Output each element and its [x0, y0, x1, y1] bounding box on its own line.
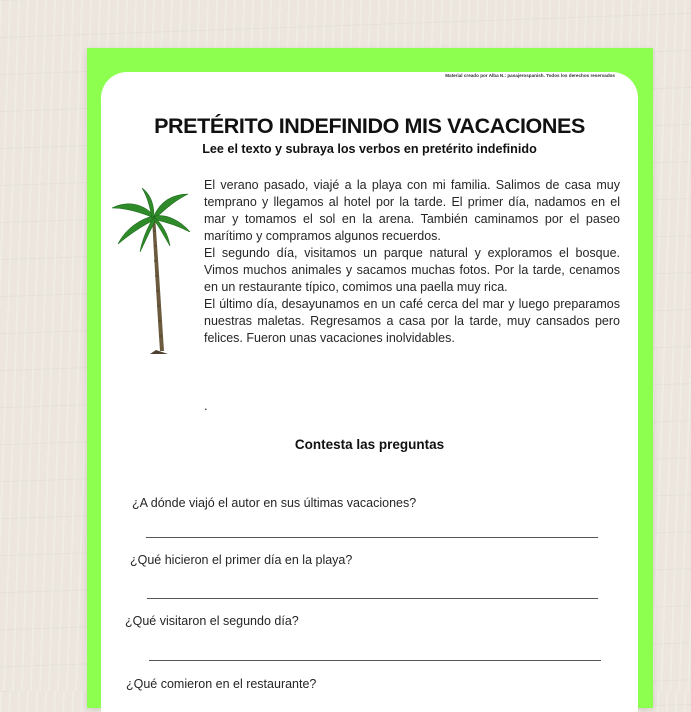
- stray-dot: .: [204, 398, 208, 413]
- answer-line-1[interactable]: [146, 537, 598, 538]
- question-3: ¿Qué visitaron el segundo día?: [125, 614, 299, 628]
- passage-paragraph-2: El segundo día, visitamos un parque natural y exploramos el bosque. Vimos muchos animales y sacamos muchas fotos. Por la tarde, cenamos en un restaurante típico, comimos una paella muy rica.: [204, 246, 620, 294]
- answer-line-2[interactable]: [147, 598, 598, 599]
- question-2: ¿Qué hicieron el primer día en la playa?: [130, 553, 353, 567]
- passage-paragraph-3: El último día, desayunamos en un café cerca del mar y luego preparamos nuestras maletas. Regresamos a casa por la tarde, muy cansados pero felices. Fueron unas vacaciones inolvidables.: [204, 297, 620, 345]
- answer-line-3[interactable]: [149, 660, 601, 661]
- passage-paragraph-1: El verano pasado, viajé a la playa con mi familia. Salimos de casa muy temprano y llegamos al hotel por la tarde. El primer día, nadamos en el mar y tomamos el sol en la arena. También caminamos por el paseo marítimo y compramos algunos recuerdos.: [204, 178, 620, 243]
- credit-note: Material creado por Alba N.: pasajerospanish. Todos los derechos reservados: [445, 73, 615, 78]
- palm-leaves: [112, 188, 190, 252]
- questions-heading: Contesta las preguntas: [294, 437, 445, 452]
- question-4: ¿Qué comieron en el restaurante?: [126, 677, 317, 691]
- palm-tree-icon: [104, 186, 192, 358]
- worksheet-subtitle: Lee el texto y subraya los verbos en pretérito indefinido: [202, 142, 537, 156]
- question-1: ¿A dónde viajó el autor en sus últimas vacaciones?: [132, 496, 417, 510]
- worksheet-title: PRETÉRITO INDEFINIDO MIS VACACIONES: [154, 114, 585, 138]
- reading-passage: [204, 177, 620, 347]
